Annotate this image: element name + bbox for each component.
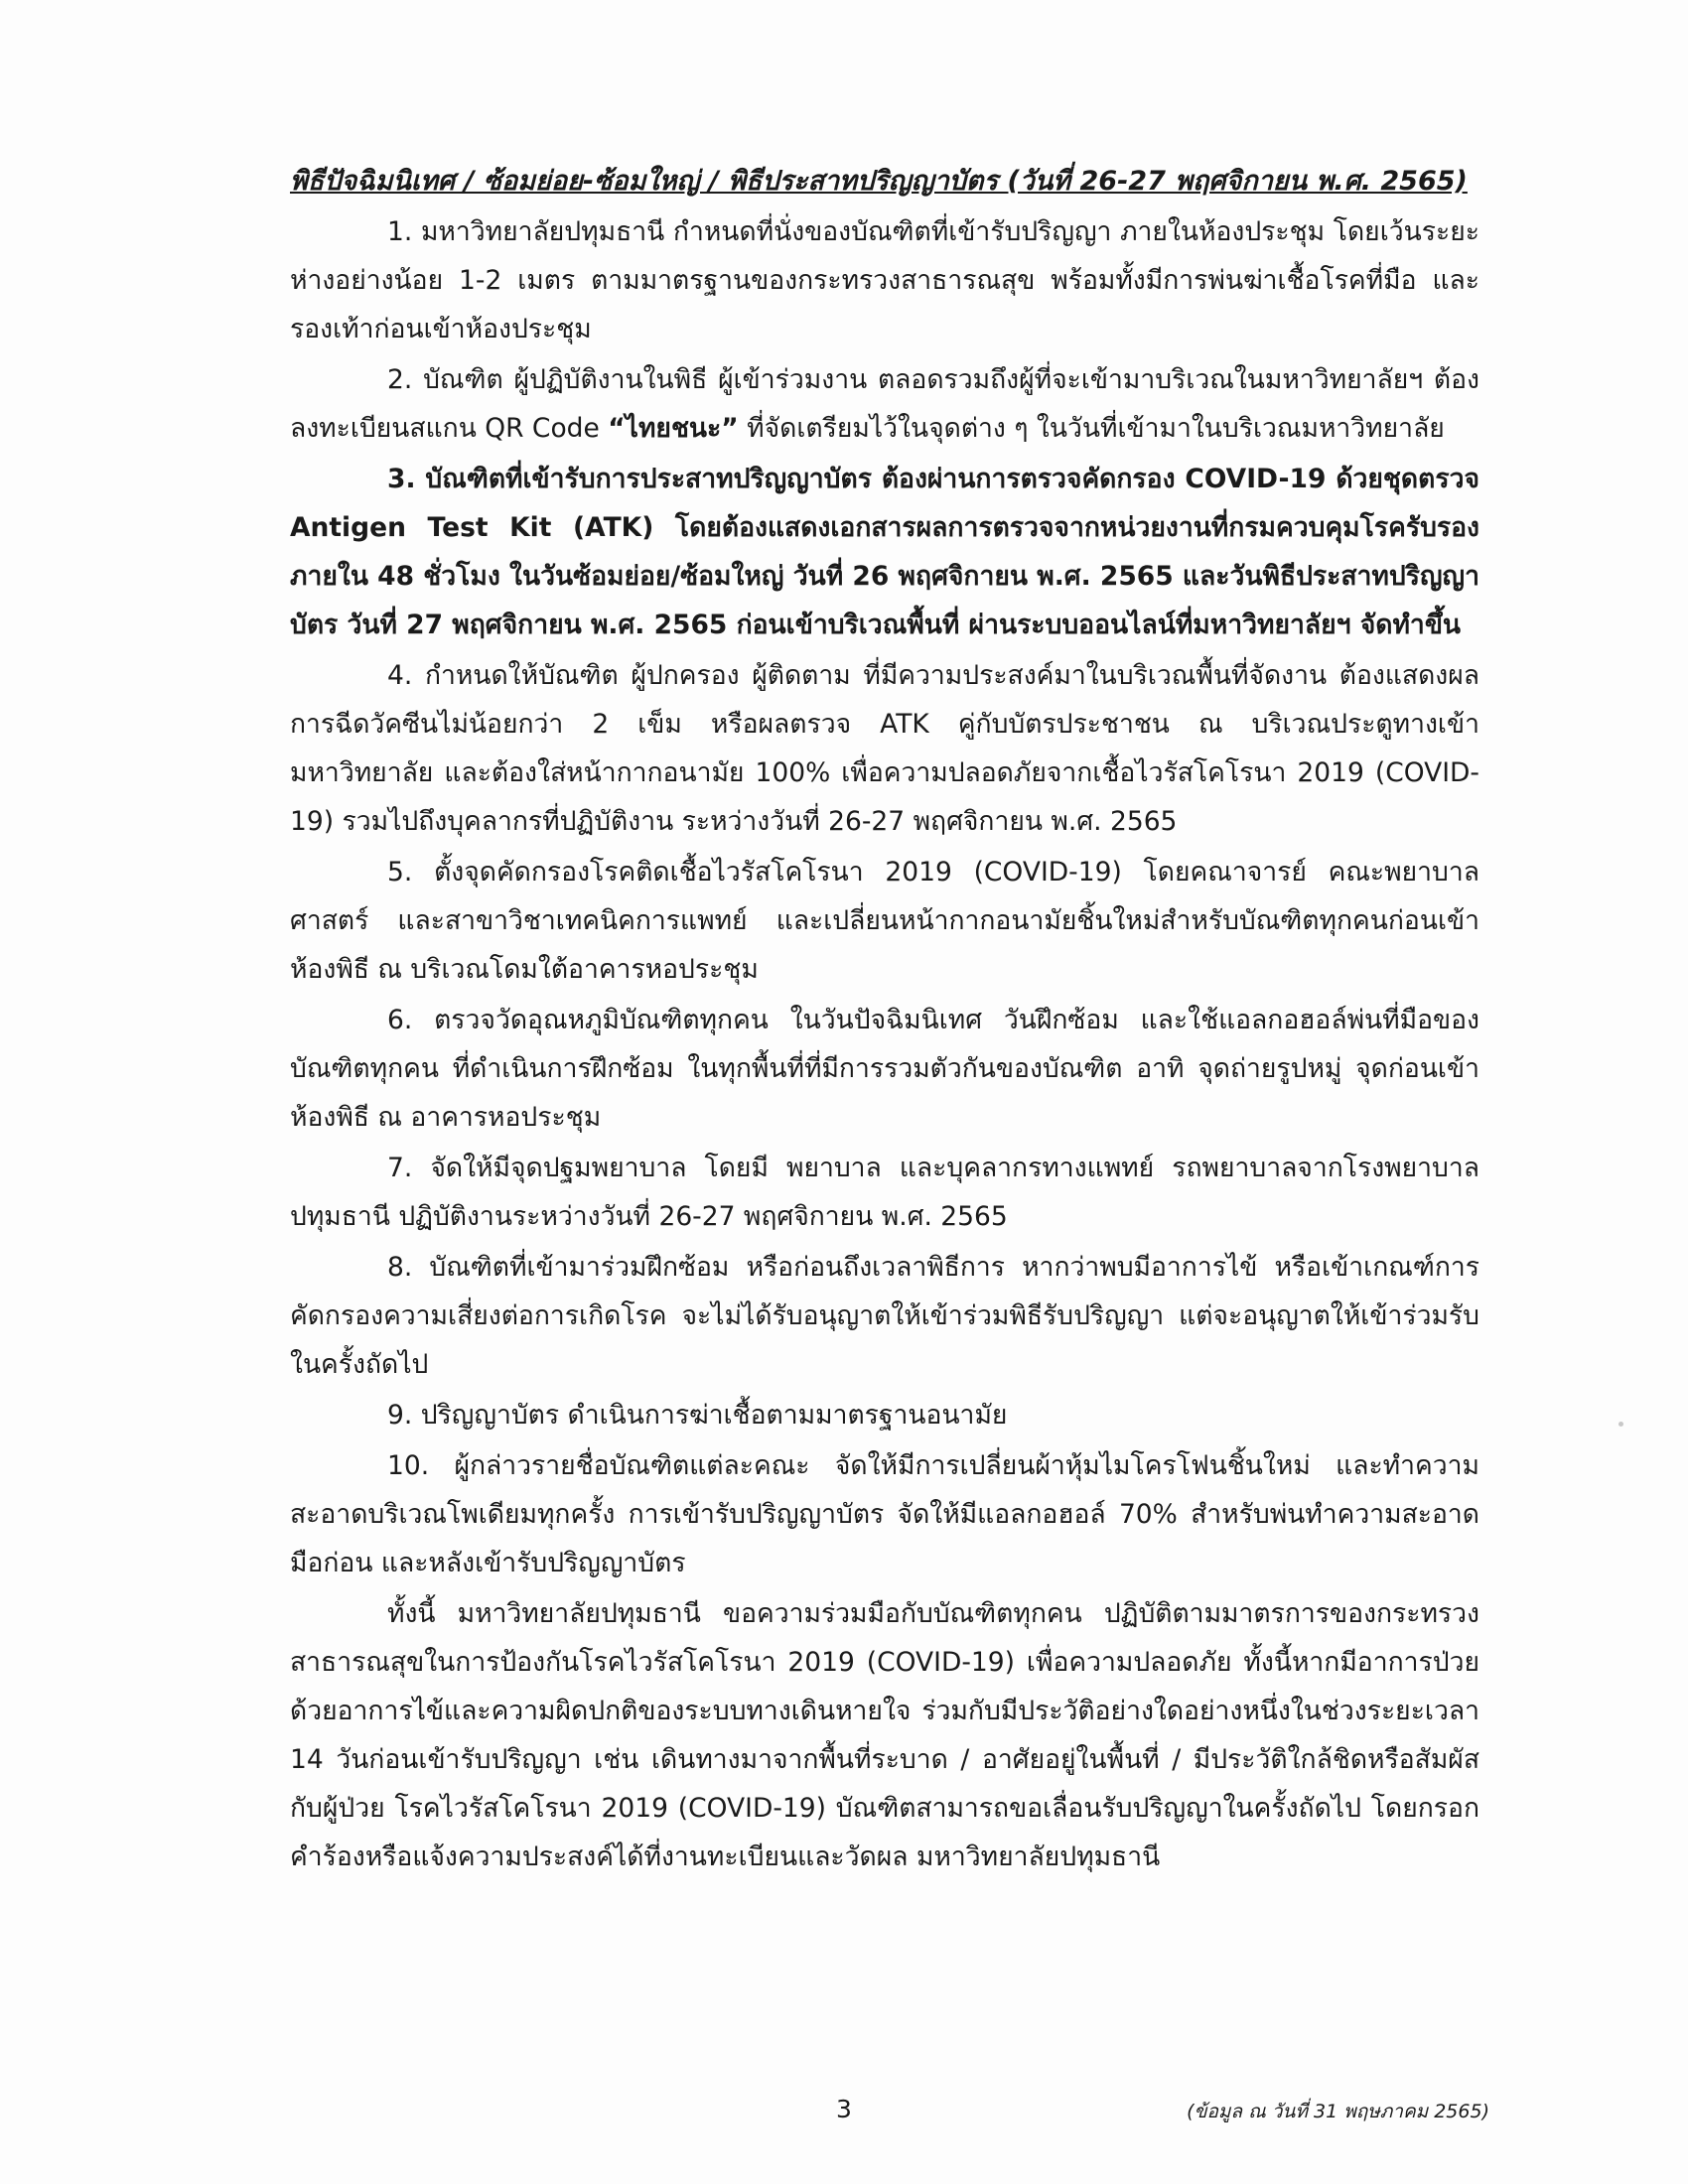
item-number: 7.: [387, 1153, 413, 1183]
item-text: บัณฑิต ผู้ปฏิบัติงานในพิธี ผู้เข้าร่วมงาน ตลอดรวมถึงผู้ที่จะเข้ามาบริเวณในมหาวิทยาลัยฯ ต้องลงทะเบียนสแกน QR Code: [290, 364, 1479, 444]
item-number: 10.: [387, 1450, 430, 1481]
item-text: ตรวจวัดอุณหภูมิบัณฑิตทุกคน ในวันปัจฉิมนิเทศ วันฝึกซ้อม และใช้แอลกอฮอล์พ่นที่มือของบัณฑิตทุกคน ที่ดำเนินการฝึกซ้อม ในทุกพื้นที่ที่มีการรวมตัวกันของบัณฑิต อาทิ จุดถ่ายรูปหมู่ จุดก่อนเข้าห้องพิธี ณ อาคารหอประชุม: [290, 1005, 1479, 1133]
closing-paragraph: [290, 1589, 1479, 1881]
list-item-8: [290, 1243, 1479, 1389]
item-text: บัณฑิตที่เข้ารับการประสาทปริญญาบัตร ต้องผ่านการตรวจคัดกรอง COVID-19 ด้วยชุดตรวจ Antigen Test Kit (ATK) โดยต้องแสดงเอกสารผลการตรวจจากหน่วยงานที่กรมควบคุมโรครับรองภายใน 48 ชั่วโมง ในวันซ้อมย่อย/ซ้อมใหญ่ วันที่ 26 พฤศจิกายน พ.ศ. 2565 และวันพิธีประสาทปริญญาบัตร วันที่ 27 พฤศจิกายน พ.ศ. 2565 ก่อนเข้าบริเวณพื้นที่ ผ่านระบบออนไลน์ที่มหาวิทยาลัยฯ จัดทำขึ้น: [290, 464, 1479, 640]
item-text: บัณฑิตที่เข้ามาร่วมฝึกซ้อม หรือก่อนถึงเวลาพิธีการ หากว่าพบมีอาการไข้ หรือเข้าเกณฑ์การคัดกรองความเสี่ยงต่อการเกิดโรค จะไม่ได้รับอนุญาตให้เข้าร่วมพิธีรับปริญญา แต่จะอนุญาตให้เข้าร่วมรับในครั้งถัดไป: [290, 1252, 1479, 1380]
document-heading: พิธีปัจฉิมนิเทศ / ซ้อมย่อย-ซ้อมใหญ่ / พิธีประสาทปริญญาบัตร (วันที่ 26-27 พฤศจิกายน พ.ศ. 2565): [290, 166, 1468, 197]
item-text: มหาวิทยาลัยปทุมธานี กำหนดที่นั่งของบัณฑิตที่เข้ารับปริญญา ภายในห้องประชุม โดยเว้นระยะห่างอย่างน้อย 1-2 เมตร ตามมาตรฐานของกระทรวงสาธารณสุข พร้อมทั้งมีการพ่นฆ่าเชื้อโรคที่มือ และรองเท้าก่อนเข้าห้องประชุม: [290, 216, 1479, 344]
list-item-3: [290, 455, 1479, 649]
list-item-10: [290, 1441, 1479, 1587]
item-text: ตั้งจุดคัดกรองโรคติดเชื้อไวรัสโคโรนา 2019 (COVID-19) โดยคณาจารย์ คณะพยาบาลศาสตร์ และสาขาวิชาเทคนิคการแพทย์ และเปลี่ยนหน้ากากอนามัยชิ้นใหม่สำหรับบัณฑิตทุกคนก่อนเข้าห้องพิธี ณ บริเวณโดมใต้อาคารหอประชุม: [290, 857, 1479, 985]
item-number: 4.: [387, 660, 413, 691]
list-item-2: [290, 355, 1479, 453]
item-number: 2.: [387, 364, 413, 395]
item-number: 5.: [387, 857, 413, 887]
list-item-7: [290, 1144, 1479, 1241]
item-number: 6.: [387, 1005, 413, 1035]
list-item-6: [290, 996, 1479, 1142]
list-item-1: [290, 207, 1479, 353]
item-text-after: ที่จัดเตรียมไว้ในจุดต่าง ๆ ในวันที่เข้ามาในบริเวณมหาวิทยาลัย: [738, 413, 1445, 444]
item-number: 8.: [387, 1252, 413, 1283]
item-text: ผู้กล่าวรายชื่อบัณฑิตแต่ละคณะ จัดให้มีการเปลี่ยนผ้าหุ้มไมโครโฟนชิ้นใหม่ และทำความสะอาดบริเวณโพเดียมทุกครั้ง การเข้ารับปริญญาบัตร จัดให้มีแอลกอฮอล์ 70% สำหรับพ่นทำความสะอาดมือก่อน และหลังเข้ารับปริญญาบัตร: [290, 1450, 1479, 1578]
item-text: จัดให้มีจุดปฐมพยาบาล โดยมี พยาบาล และบุคลากรทางแพทย์ รถพยาบาลจากโรงพยาบาลปทุมธานี ปฏิบัติงานระหว่างวันที่ 26-27 พฤศจิกายน พ.ศ. 2565: [290, 1153, 1479, 1232]
scan-speck: [1618, 1422, 1623, 1427]
item-text: กำหนดให้บัณฑิต ผู้ปกครอง ผู้ติดตาม ที่มีความประสงค์มาในบริเวณพื้นที่จัดงาน ต้องแสดงผลการฉีดวัคซีนไม่น้อยกว่า 2 เข็ม หรือผลตรวจ ATK คู่กับบัตรประชาชน ณ บริเวณประตูทางเข้ามหาวิทยาลัย และต้องใส่หน้ากากอนามัย 100% เพื่อความปลอดภัยจากเชื้อไวรัสโคโรนา 2019 (COVID-19) รวมไปถึงบุคลากรที่ปฏิบัติงาน ระหว่างวันที่ 26-27 พฤศจิกายน พ.ศ. 2565: [290, 660, 1479, 837]
item-number: 9.: [387, 1400, 413, 1431]
document-body: [290, 157, 1479, 1881]
item-number: 1.: [387, 216, 413, 247]
item-text: ปริญญาบัตร ดำเนินการฆ่าเชื้อตามมาตรฐานอนามัย: [420, 1400, 1008, 1431]
page-number: 3: [836, 2095, 852, 2123]
list-item-5: [290, 848, 1479, 994]
closing-text: ทั้งนี้ มหาวิทยาลัยปทุมธานี ขอความร่วมมือกับบัณฑิตทุกคน ปฏิบัติตามมาตรการของกระทรวงสาธารณสุขในการป้องกันโรคไวรัสโคโรนา 2019 (COVID-19) เพื่อความปลอดภัย ทั้งนี้หากมีอาการป่วยด้วยอาการไข้และความผิดปกติของระบบทางเดินหายใจ ร่วมกับมีประวัติอย่างใดอย่างหนึ่งในช่วงระยะเวลา 14 วันก่อนเข้ารับปริญญา เช่น เดินทางมาจากพื้นที่ระบาด / อาศัยอยู่ในพื้นที่ / มีประวัติใกล้ชิดหรือสัมผัสกับผู้ป่วย โรคไวรัสโคโรนา 2019 (COVID-19) บัณฑิตสามารถขอเลื่อนรับปริญญาในครั้งถัดไป โดยกรอกคำร้องหรือแจ้งความประสงค์ได้ที่งานทะเบียนและวัดผล มหาวิทยาลัยปทุมธานี: [290, 1598, 1479, 1872]
data-date-note: (ข้อมูล ณ วันที่ 31 พฤษภาคม 2565): [1187, 2101, 1489, 2122]
list-item-9: [290, 1391, 1479, 1439]
list-item-4: [290, 651, 1479, 846]
item-emphasis: “ไทยชนะ”: [608, 413, 739, 444]
item-number: 3.: [387, 464, 416, 494]
